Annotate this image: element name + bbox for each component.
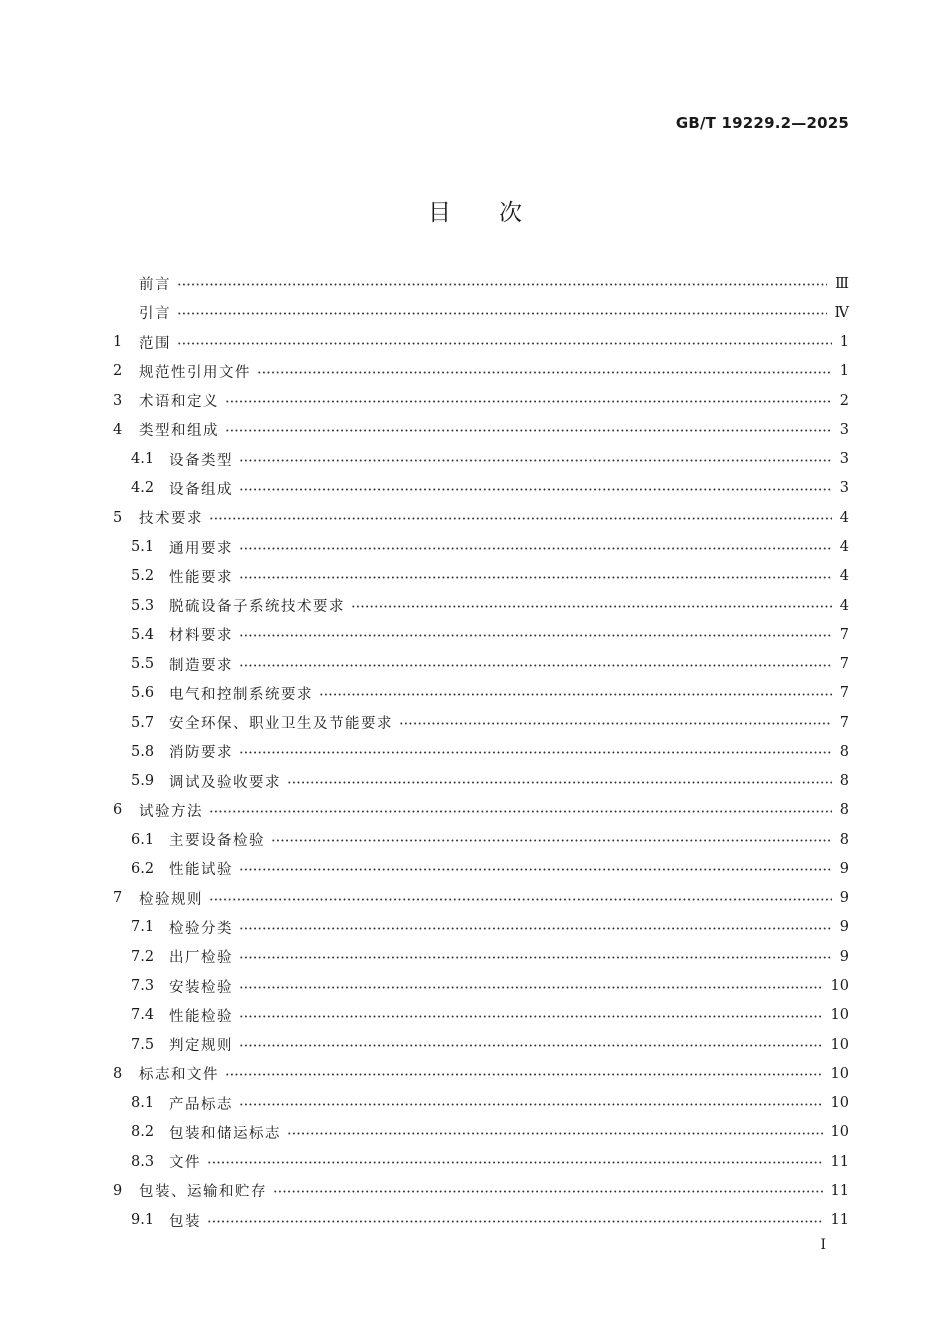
toc-entry[interactable]	[113, 854, 849, 883]
toc-entry-page: 9	[839, 890, 849, 907]
page-number: Ⅰ	[820, 1237, 826, 1253]
toc-entry-title: 产品标志	[169, 1096, 233, 1113]
toc-entry[interactable]	[113, 415, 849, 444]
toc-entry[interactable]	[113, 269, 849, 298]
toc-entry-page: 4	[839, 568, 849, 585]
toc-entry-number: 4.2	[131, 480, 155, 497]
toc-entry-page: 8	[839, 802, 849, 819]
toc-entry-page: 4	[839, 509, 849, 526]
dot-leader	[399, 722, 832, 725]
dot-leader	[177, 312, 827, 315]
toc-entry-number: 2	[113, 363, 123, 380]
toc-entry-page: 4	[839, 539, 849, 556]
dot-leader	[239, 1044, 823, 1047]
toc-entry-number: 9.1	[131, 1212, 155, 1229]
toc-entry[interactable]	[113, 562, 849, 591]
toc-entry-title: 试验方法	[139, 803, 203, 820]
toc-entry-page: 10	[830, 1007, 849, 1024]
toc-entry-page: 2	[839, 392, 849, 409]
toc-entry-title: 安全环保、职业卫生及节能要求	[169, 716, 393, 733]
dot-leader	[239, 751, 832, 754]
toc-entry-page: 10	[830, 978, 849, 994]
dot-leader	[239, 664, 832, 667]
toc-entry-page: 3	[839, 451, 849, 468]
toc-entry-number: 8.1	[131, 1095, 155, 1112]
toc-entry-number: 5.2	[131, 568, 155, 585]
toc-entry-title: 类型和组成	[139, 423, 219, 440]
toc-entry-title: 包装、运输和贮存	[139, 1184, 267, 1201]
toc-entry-number: 7.5	[131, 1036, 155, 1053]
toc-entry-number: 5.1	[131, 539, 155, 556]
toc-entry-number: 7.1	[131, 919, 155, 936]
toc-entry-title: 制造要求	[169, 657, 233, 674]
dot-leader	[239, 634, 832, 637]
toc-entry-number: 5.5	[131, 656, 155, 673]
toc-entry[interactable]	[113, 825, 849, 854]
toc-entry-page: 3	[839, 421, 849, 438]
dot-leader	[239, 1103, 823, 1106]
dot-leader	[239, 927, 832, 930]
table-of-contents	[113, 269, 849, 1235]
toc-entry[interactable]	[113, 503, 849, 532]
toc-entry-title: 引言	[139, 306, 171, 323]
toc-entry-title: 判定规则	[169, 1038, 233, 1055]
toc-entry[interactable]	[113, 708, 849, 737]
toc-entry-page: 4	[839, 597, 849, 614]
toc-entry-title: 检验规则	[139, 891, 203, 908]
toc-entry-title: 主要设备检验	[169, 833, 265, 850]
toc-entry[interactable]	[113, 913, 849, 942]
dot-leader	[257, 371, 832, 374]
toc-entry[interactable]	[113, 298, 849, 327]
toc-entry-page: 11	[830, 1182, 849, 1199]
toc-entry-number: 4	[113, 421, 123, 438]
document-code: GB/T 19229.2—2025	[675, 114, 849, 132]
toc-entry-page: 10	[830, 1036, 849, 1053]
dot-leader	[239, 547, 832, 550]
toc-entry-number: 7.2	[131, 948, 155, 965]
toc-entry-title: 设备类型	[169, 452, 233, 469]
dot-leader	[239, 459, 832, 462]
toc-entry-page: 1	[839, 363, 849, 380]
dot-leader	[271, 839, 832, 842]
toc-entry-number: 8.3	[131, 1153, 155, 1170]
toc-entry-title: 通用要求	[169, 540, 233, 557]
toc-entry-title: 技术要求	[139, 511, 203, 528]
toc-title: 目次	[428, 200, 570, 226]
dot-leader	[209, 898, 832, 901]
toc-entry-number: 5.6	[131, 685, 155, 702]
dot-leader	[239, 868, 832, 871]
dot-leader	[177, 283, 827, 286]
toc-entry-number: 6.2	[131, 860, 155, 877]
toc-entry[interactable]	[113, 1118, 849, 1147]
toc-entry-number: 9	[113, 1182, 123, 1199]
toc-entry-number: 5.3	[131, 597, 155, 614]
dot-leader	[239, 956, 832, 959]
toc-entry-number: 3	[113, 392, 123, 409]
toc-entry[interactable]	[113, 767, 849, 796]
toc-entry-title: 规范性引用文件	[139, 364, 251, 381]
toc-entry-page: 10	[830, 1065, 849, 1082]
toc-entry[interactable]	[113, 679, 849, 708]
dot-leader	[273, 1190, 823, 1193]
toc-entry-page: 8	[839, 773, 849, 790]
dot-leader	[239, 488, 832, 491]
toc-entry[interactable]	[113, 386, 849, 415]
toc-entry-page: Ⅳ	[834, 304, 849, 321]
toc-entry-title: 术语和定义	[139, 394, 219, 411]
toc-entry-number: 5.8	[131, 743, 155, 760]
toc-entry-number: 1	[113, 334, 123, 351]
toc-entry-title: 标志和文件	[139, 1067, 219, 1084]
dot-leader	[209, 517, 832, 520]
toc-entry-number: 7.4	[131, 1007, 155, 1024]
dot-leader	[239, 576, 832, 579]
toc-entry[interactable]	[113, 1059, 849, 1088]
toc-entry-title: 文件	[169, 1155, 201, 1172]
dot-leader	[319, 693, 832, 696]
toc-entry-page: 7	[839, 714, 849, 731]
toc-entry-page: 9	[839, 860, 849, 877]
dot-leader	[351, 605, 832, 608]
toc-entry[interactable]	[113, 649, 849, 678]
toc-entry-title: 检验分类	[169, 920, 233, 937]
toc-entry-page: 11	[830, 1212, 849, 1229]
dot-leader	[287, 1132, 823, 1135]
toc-entry-number: 5.9	[131, 773, 155, 790]
toc-entry[interactable]	[113, 532, 849, 561]
dot-leader	[209, 810, 832, 813]
toc-entry[interactable]	[113, 971, 849, 1000]
toc-entry-number: 6	[113, 802, 123, 819]
toc-entry-title: 材料要求	[169, 628, 233, 645]
toc-entry[interactable]	[113, 884, 849, 913]
toc-entry-number: 5.4	[131, 626, 155, 643]
toc-entry-title: 性能检验	[169, 1008, 233, 1025]
toc-entry-title: 范围	[139, 335, 171, 352]
toc-entry[interactable]	[113, 328, 849, 357]
toc-entry-page: 11	[830, 1153, 849, 1170]
toc-entry-number: 7	[113, 890, 123, 907]
dot-leader	[239, 1015, 823, 1018]
toc-entry-title: 设备组成	[169, 481, 233, 498]
toc-entry[interactable]	[113, 1206, 849, 1235]
dot-leader	[207, 1220, 823, 1223]
toc-entry-page: 7	[839, 656, 849, 673]
dot-leader	[177, 342, 832, 345]
toc-entry-title: 安装检验	[169, 979, 233, 996]
toc-entry-number: 5.7	[131, 714, 155, 731]
toc-entry[interactable]	[113, 942, 849, 971]
toc-entry[interactable]	[113, 1001, 849, 1030]
toc-entry-title: 性能要求	[169, 569, 233, 586]
toc-entry-title: 脱硫设备子系统技术要求	[169, 599, 345, 616]
toc-entry-title: 包装	[169, 1213, 201, 1230]
toc-entry-number: 7.3	[131, 978, 155, 994]
toc-entry[interactable]	[113, 357, 849, 386]
toc-entry-page: Ⅲ	[835, 275, 849, 292]
toc-entry-page: 7	[839, 685, 849, 702]
toc-entry[interactable]	[113, 445, 849, 474]
toc-entry[interactable]	[113, 1147, 849, 1176]
dot-leader	[207, 1161, 823, 1164]
toc-entry-title: 包装和储运标志	[169, 1125, 281, 1142]
toc-entry-number: 5	[113, 509, 123, 526]
toc-entry-page: 9	[839, 948, 849, 965]
toc-entry-page: 8	[839, 743, 849, 760]
toc-entry-title: 电气和控制系统要求	[169, 686, 313, 703]
toc-entry-page: 3	[839, 480, 849, 497]
toc-entry-page: 9	[839, 919, 849, 936]
toc-entry[interactable]	[113, 1030, 849, 1059]
toc-entry[interactable]	[113, 620, 849, 649]
toc-entry[interactable]	[113, 591, 849, 620]
dot-leader	[239, 986, 823, 989]
dot-leader	[225, 1073, 823, 1076]
dot-leader	[287, 781, 832, 784]
dot-leader	[225, 400, 832, 403]
toc-entry-number: 4.1	[131, 451, 155, 468]
toc-entry-page: 10	[830, 1124, 849, 1141]
toc-entry[interactable]	[113, 474, 849, 503]
toc-entry-number: 6.1	[131, 831, 155, 848]
toc-entry-number: 8.2	[131, 1124, 155, 1141]
dot-leader	[225, 429, 832, 432]
toc-entry-number: 8	[113, 1065, 123, 1082]
toc-entry-title: 出厂检验	[169, 950, 233, 967]
toc-entry[interactable]	[113, 737, 849, 766]
toc-entry[interactable]	[113, 1088, 849, 1117]
toc-entry-title: 性能试验	[169, 862, 233, 879]
toc-entry[interactable]	[113, 796, 849, 825]
toc-entry[interactable]	[113, 1176, 849, 1205]
toc-entry-page: 1	[839, 334, 849, 351]
toc-entry-title: 前言	[139, 277, 171, 294]
toc-entry-page: 10	[830, 1095, 849, 1112]
toc-entry-page: 8	[839, 831, 849, 848]
toc-entry-title: 调试及验收要求	[169, 774, 281, 791]
toc-entry-title: 消防要求	[169, 745, 233, 762]
toc-entry-page: 7	[839, 626, 849, 643]
